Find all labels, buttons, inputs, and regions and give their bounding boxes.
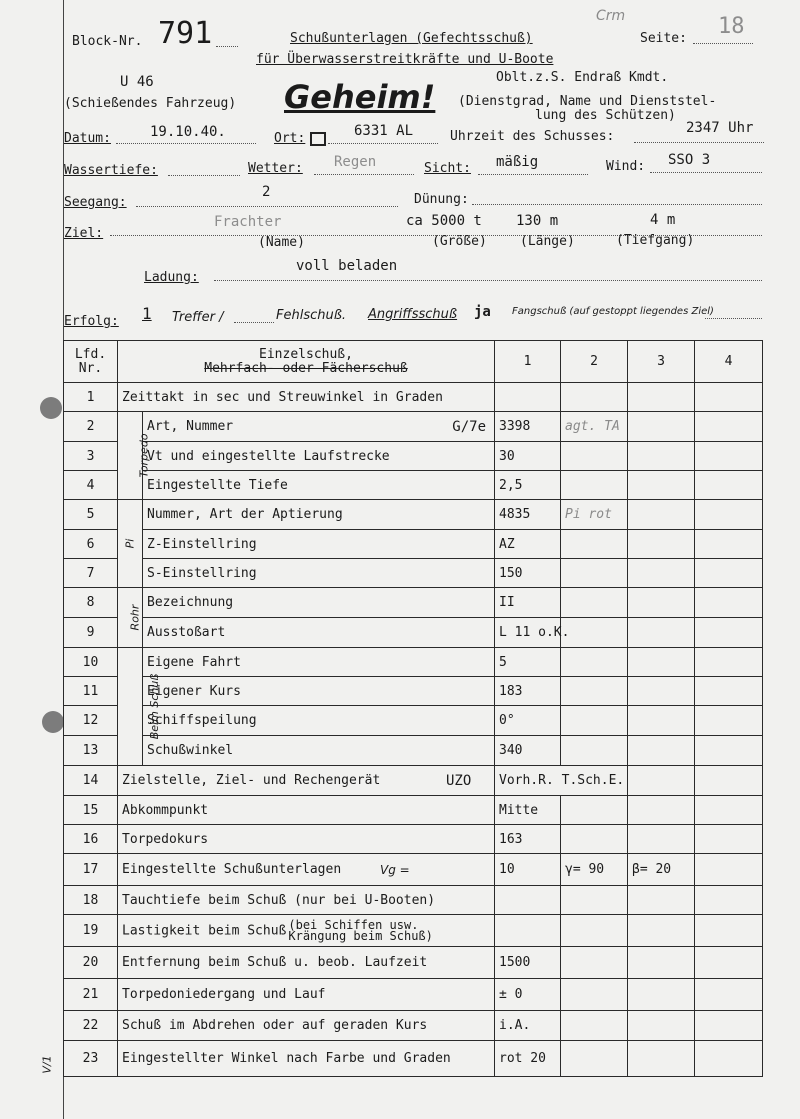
time-label: Uhrzeit des Schusses: (450, 129, 615, 144)
value-col-1: 30 (495, 442, 561, 471)
value-col-4 (695, 736, 763, 766)
cargo-label: Ladung: (144, 270, 199, 285)
row-label (118, 915, 495, 947)
dotted-line (136, 206, 398, 207)
header-col-4: 4 (695, 341, 763, 383)
table-row (64, 500, 763, 530)
value-col-2 (561, 588, 628, 618)
value-col-4 (695, 530, 763, 559)
weather-label: Wetter: (248, 161, 303, 176)
vessel-label: (Schießendes Fahrzeug) (64, 96, 237, 111)
value-col-3 (628, 766, 695, 796)
row-number: 21 (64, 979, 118, 1011)
table-row (64, 559, 763, 588)
group-label-cell (118, 500, 143, 588)
value-col-1: 163 (495, 825, 561, 854)
row-extra-value: UZO (446, 772, 472, 789)
row-number: 19 (64, 915, 118, 947)
row-number: 7 (64, 559, 118, 588)
row-label-text: Tauchtiefe beim Schuß (nur bei U-Booten) (122, 892, 436, 908)
value-col-2 (561, 442, 628, 471)
row-number: 11 (64, 677, 118, 706)
value-col-4 (695, 412, 763, 442)
grid-square-icon (310, 132, 326, 146)
value-col-4 (695, 706, 763, 736)
value-col-1: rot 20 (495, 1041, 561, 1077)
value-col-3 (628, 1011, 695, 1041)
header-desc-line2: Mehrfach- oder Fächerschuß (204, 360, 408, 376)
table-row (64, 412, 763, 442)
value-col-4 (695, 588, 763, 618)
value-col-4 (695, 383, 763, 412)
dotted-line (705, 318, 762, 319)
row-label-text: Schiffspeilung (147, 713, 257, 728)
value-col-1: Vorh.R. T.Sch.E. (495, 766, 628, 796)
row-number: 16 (64, 825, 118, 854)
dotted-line (478, 174, 588, 175)
row-label (143, 500, 495, 530)
dotted-line (650, 172, 762, 173)
table-row (64, 915, 763, 947)
value-col-2 (561, 706, 628, 736)
secret-stamp: Geheim! (284, 78, 436, 116)
value-col-3 (628, 412, 695, 442)
table-row (64, 1011, 763, 1041)
value-col-3 (628, 383, 695, 412)
margin-mark: V/1 (40, 1055, 54, 1074)
group-label: Torpedo (137, 433, 151, 478)
table-row (64, 677, 763, 706)
value-col-1: II (495, 588, 561, 618)
value-col-1: AZ (495, 530, 561, 559)
value-col-3 (628, 979, 695, 1011)
target-length-value: 130 m (516, 213, 559, 229)
row-number: 12 (64, 706, 118, 736)
row-number: 9 (64, 618, 118, 648)
table-row (64, 947, 763, 979)
value-col-4 (695, 559, 763, 588)
value-col-4 (695, 796, 763, 825)
row-extra-value: G/7e (452, 418, 486, 435)
dotted-line (472, 204, 762, 205)
row-label (143, 412, 495, 442)
row-label (118, 383, 495, 412)
row-label-text: Eingestellte Schußunterlagen (122, 862, 342, 877)
row-label (143, 706, 495, 736)
form-subtitle: für Überwasserstreitkräfte und U-Boote (256, 52, 554, 67)
row-label-text: Bezeichnung (147, 595, 234, 610)
table-row (64, 648, 763, 677)
shot-data-table (63, 340, 763, 1077)
wind-label: Wind: (606, 159, 646, 174)
row-label-text: Schuß im Abdrehen oder auf geraden Kurs (122, 1018, 428, 1033)
value-col-1: 5 (495, 648, 561, 677)
page-number: 18 (718, 14, 745, 39)
punch-hole-bottom (42, 711, 64, 733)
value-col-1: 1500 (495, 947, 561, 979)
value-col-2 (561, 825, 628, 854)
row-label-note: (bei Schiffen usw. (288, 917, 419, 932)
value-col-1: 340 (495, 736, 561, 766)
table-row (64, 383, 763, 412)
dotted-line (314, 174, 414, 175)
value-col-1: L 11 o.K. (495, 618, 561, 648)
dotted-line (216, 46, 238, 47)
table-row (64, 1041, 763, 1077)
row-label (118, 1041, 495, 1077)
target-draft-label: (Tiefgang) (616, 233, 695, 248)
hit-label: Treffer / (172, 310, 224, 325)
table-row (64, 979, 763, 1011)
row-number: 20 (64, 947, 118, 979)
dotted-line (168, 175, 240, 176)
group-label-cell (118, 412, 151, 500)
row-label-text: Entfernung beim Schuß u. beob. Laufzeit (122, 955, 428, 970)
commander-label-2: lung des Schützen) (535, 108, 676, 123)
value-col-2 (561, 979, 628, 1011)
row-label-text: Ausstoßart (147, 625, 226, 640)
value-col-4 (695, 648, 763, 677)
value-col-1 (495, 915, 561, 947)
row-number: 23 (64, 1041, 118, 1077)
seastate-label: Seegang: (64, 195, 127, 210)
value-col-3 (628, 706, 695, 736)
header-description (118, 341, 495, 383)
punch-hole-top (40, 397, 62, 419)
value-col-2: γ= 90 (561, 854, 628, 886)
row-label (118, 886, 495, 915)
value-col-3 (628, 677, 695, 706)
value-col-4 (695, 886, 763, 915)
value-col-2 (561, 736, 628, 766)
row-number: 5 (64, 500, 118, 530)
row-label-note: Krängung beim Schuß) (288, 928, 433, 943)
header-lfd-line1: Lfd. (74, 346, 107, 362)
target-name-label: (Name) (258, 235, 305, 250)
value-col-1: 3398 (495, 412, 561, 442)
value-col-2 (561, 947, 628, 979)
header-col-1: 1 (495, 341, 561, 383)
place-value: 6331 AL (354, 123, 414, 139)
value-col-2 (561, 915, 628, 947)
value-col-1 (495, 886, 561, 915)
dotted-line (328, 143, 438, 144)
value-col-2 (561, 648, 628, 677)
value-col-1: 150 (495, 559, 561, 588)
row-label (143, 648, 495, 677)
row-label (118, 796, 495, 825)
row-label (143, 530, 495, 559)
row-label (118, 1011, 495, 1041)
header-desc-line1: Einzelschuß, (259, 346, 353, 362)
value-col-1: 4835 (495, 500, 561, 530)
row-label-text: Lastigkeit beim Schuß (122, 923, 287, 938)
row-label (143, 588, 495, 618)
value-col-3: β= 20 (628, 854, 695, 886)
row-label (118, 766, 495, 796)
value-col-3 (628, 442, 695, 471)
group-label: Rohr (128, 604, 142, 631)
table-row (64, 825, 763, 854)
row-number: 2 (64, 412, 118, 442)
row-label-text: Schußwinkel (147, 743, 234, 758)
table-row (64, 706, 763, 736)
block-label: Block-Nr. (72, 34, 143, 49)
target-draft-value: 4 m (650, 212, 676, 228)
group-label: Beim Schuß (148, 673, 162, 740)
dotted-line (116, 143, 256, 144)
value-col-4 (695, 618, 763, 648)
row-label-text: Z-Einstellring (147, 536, 257, 552)
value-col-2 (561, 618, 628, 648)
row-label-text: Zeittakt in sec und Streuwinkel in Graden (122, 389, 443, 405)
table-row (64, 854, 763, 886)
value-col-3 (628, 796, 695, 825)
row-number: 17 (64, 854, 118, 886)
target-size-label: (Größe) (432, 234, 487, 249)
value-col-2 (561, 677, 628, 706)
cargo-value: voll beladen (296, 258, 398, 274)
value-col-4 (695, 979, 763, 1011)
row-label (118, 947, 495, 979)
row-number: 1 (64, 383, 118, 412)
row-number: 8 (64, 588, 118, 618)
row-label-text: Eigene Fahrt (147, 654, 241, 670)
value-col-4 (695, 677, 763, 706)
row-label-text: Abkommpunkt (122, 802, 209, 818)
value-col-3 (628, 825, 695, 854)
row-label-text: Eigener Kurs (147, 683, 241, 699)
value-col-2 (561, 471, 628, 500)
row-number: 4 (64, 471, 118, 500)
row-label (143, 677, 495, 706)
row-number: 10 (64, 648, 118, 677)
row-label-text: Torpedoniedergang und Lauf (122, 987, 326, 1002)
value-col-2 (561, 1041, 628, 1077)
row-label (143, 442, 495, 471)
value-col-3 (628, 947, 695, 979)
table-row (64, 796, 763, 825)
row-number: 18 (64, 886, 118, 915)
value-col-1: 0° (495, 706, 561, 736)
target-size-value: ca 5000 t (406, 213, 482, 229)
attack-value: ja (474, 304, 491, 320)
value-col-1 (495, 383, 561, 412)
value-col-1: i.A. (495, 1011, 561, 1041)
row-number: 6 (64, 530, 118, 559)
table-row (64, 442, 763, 471)
attack-label: Angriffsschuß (368, 307, 458, 322)
row-label (118, 854, 495, 886)
seastate-value: 2 (262, 184, 271, 200)
target-name-value: Frachter (214, 214, 282, 230)
value-col-4 (695, 915, 763, 947)
date-label: Datum: (64, 131, 111, 146)
value-col-4 (695, 1011, 763, 1041)
value-col-2 (561, 559, 628, 588)
value-col-4 (695, 442, 763, 471)
success-hits-value: 1 (142, 304, 152, 323)
header-lfd (64, 341, 118, 383)
value-col-4 (695, 947, 763, 979)
page-label: Seite: (640, 31, 687, 46)
block-number: 791 (158, 16, 213, 51)
place-label: Ort: (274, 131, 306, 146)
value-col-3 (628, 618, 695, 648)
dotted-line (214, 280, 762, 281)
success-label: Erfolg: (64, 314, 119, 329)
value-col-3 (628, 500, 695, 530)
table-row (64, 766, 763, 796)
value-col-1: 10 (495, 854, 561, 886)
value-col-3 (628, 530, 695, 559)
date-value: 19.10.40. (150, 124, 226, 140)
value-col-4 (695, 471, 763, 500)
row-number: 22 (64, 1011, 118, 1041)
row-label-text: S-Einstellring (147, 565, 257, 581)
value-col-3 (628, 471, 695, 500)
group-label: Pi (123, 538, 137, 549)
row-label-text: Art, Nummer (147, 419, 234, 434)
catch-label: Fangschuß (auf gestoppt liegendes Ziel) (512, 306, 714, 317)
table-row (64, 530, 763, 559)
value-col-4 (695, 854, 763, 886)
time-value: 2347 Uhr (686, 120, 754, 136)
form-title: Schußunterlagen (Gefechtsschuß) (290, 31, 533, 46)
target-label: Ziel: (64, 226, 104, 241)
value-col-4 (695, 766, 763, 796)
row-label-text: Eingestellter Winkel nach Farbe und Graden (122, 1051, 451, 1066)
vessel-value: U 46 (120, 74, 154, 90)
value-col-1: ± 0 (495, 979, 561, 1011)
row-label (118, 825, 495, 854)
value-col-4 (695, 825, 763, 854)
group-label-cell (118, 588, 143, 648)
dotted-line (693, 43, 753, 44)
water-depth-label: Wassertiefe: (64, 163, 158, 178)
commander-value: Oblt.z.S. Endraß Kmdt. (496, 70, 669, 85)
value-col-3 (628, 1041, 695, 1077)
row-label-text: Torpedokurs (122, 831, 209, 847)
row-number: 15 (64, 796, 118, 825)
row-number: 3 (64, 442, 118, 471)
dotted-line (634, 142, 764, 143)
weather-value: Regen (334, 154, 377, 170)
value-col-2 (561, 1011, 628, 1041)
swell-label: Dünung: (414, 192, 469, 207)
table-row (64, 588, 763, 618)
value-col-1: 2,5 (495, 471, 561, 500)
value-col-4 (695, 1041, 763, 1077)
value-col-2 (561, 796, 628, 825)
row-label-text: Zielstelle, Ziel- und Rechengerät (122, 773, 381, 788)
header-col-3: 3 (628, 341, 695, 383)
value-col-2: agt. TA (561, 412, 628, 442)
value-col-2 (561, 530, 628, 559)
value-col-3 (628, 886, 695, 915)
table-header-row (64, 341, 763, 383)
value-col-3 (628, 588, 695, 618)
table-row (64, 886, 763, 915)
value-col-1: 183 (495, 677, 561, 706)
corner-pencil-note: Crm (596, 8, 626, 24)
row-label (143, 618, 495, 648)
row-label-text: Vt und eingestellte Laufstrecke (147, 448, 390, 464)
table-row (64, 471, 763, 500)
visibility-label: Sicht: (424, 161, 471, 176)
row-label (143, 559, 495, 588)
commander-label-1: (Dienstgrad, Name und Dienststel- (458, 94, 717, 109)
target-length-label: (Länge) (520, 234, 575, 249)
value-col-3 (628, 648, 695, 677)
value-col-3 (628, 736, 695, 766)
value-col-2 (561, 383, 628, 412)
dotted-line (234, 322, 274, 323)
visibility-value: mäßig (496, 154, 539, 170)
table-row (64, 736, 763, 766)
value-col-3 (628, 915, 695, 947)
value-col-1: Mitte (495, 796, 561, 825)
row-number: 14 (64, 766, 118, 796)
row-number: 13 (64, 736, 118, 766)
row-label-text: Eingestellte Tiefe (147, 477, 288, 493)
header-lfd-line2: Nr. (78, 360, 103, 376)
wind-value: SSO 3 (668, 152, 711, 168)
value-col-2 (561, 886, 628, 915)
value-col-2: Pi rot (561, 500, 628, 530)
row-extra-value: Vg = (380, 862, 410, 877)
row-label-text: Nummer, Art der Aptierung (147, 507, 343, 522)
group-label-cell (118, 648, 162, 766)
table-row (64, 618, 763, 648)
row-label (143, 471, 495, 500)
header-col-2: 2 (561, 341, 628, 383)
row-label (143, 736, 495, 766)
row-label (118, 979, 495, 1011)
miss-label: Fehlschuß. (276, 308, 347, 323)
value-col-3 (628, 559, 695, 588)
value-col-4 (695, 500, 763, 530)
